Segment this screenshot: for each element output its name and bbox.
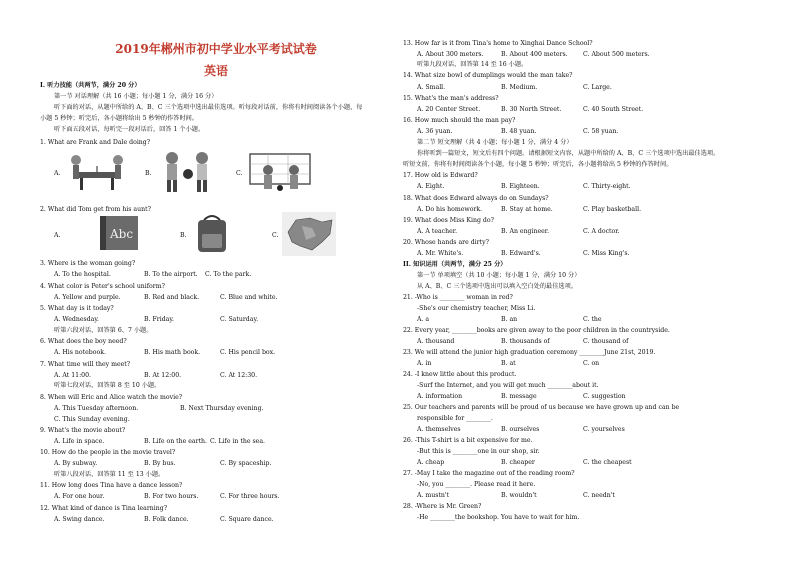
instruction: 听第八段对话，回答第 11 至 13 小题。 — [54, 471, 165, 478]
instruction: 听第七段对话，回答第 8 至 10 小题。 — [54, 382, 161, 389]
question: 22. Every year, ________books are given away to the poor children in the countryside. — [403, 327, 670, 334]
answer-option: A. A teacher. — [417, 228, 458, 235]
answer-option: C. suggestion — [583, 393, 626, 400]
question: 16. How much should the man pay? — [403, 117, 516, 124]
answer-option: B. Stay at home. — [501, 206, 553, 213]
answer-option: A. Small. — [417, 84, 446, 91]
question: 18. What does Edward always do on Sundays? — [403, 195, 549, 202]
question: 14. What size bowl of dumplings would the man take? — [403, 72, 573, 79]
instruction: 你将听到一篇短文，短文后有四个问题。请根据短文内容，从题中所给的 A、B、C 三个选项中选出最佳选项。 — [417, 150, 720, 157]
question-line: responsible for ________. — [417, 415, 493, 422]
answer-option: B. Next Thursday evening. — [180, 405, 264, 412]
answer-option: C. Life in the sea. — [210, 438, 265, 445]
answer-option: A. Life in space. — [54, 438, 105, 445]
answer-option: A. information — [417, 393, 463, 400]
schoolbag-picture — [192, 212, 232, 256]
question: 25. Our teachers and parents will be proud of us because we have grown up and can be — [403, 404, 680, 411]
answer-option: C. Blue and white. — [220, 294, 278, 301]
part-heading: 第二节 短文理解（共 4 小题；每小题 1 分，满分 4 分） — [417, 139, 573, 146]
question: 27. -May I take the magazine out of the reading room? — [403, 470, 575, 477]
answer-option: C. This Sunday evening. — [54, 416, 130, 423]
question: 11. How long does Tina have a dance lesson? — [40, 482, 183, 489]
answer-option: A. Swing dance. — [54, 516, 105, 523]
question: 15. What's the man's address? — [403, 95, 499, 102]
answer-option: B. Friday. — [144, 316, 174, 323]
question: 9. What's the movie about? — [40, 427, 126, 434]
answer-option: B. message — [501, 393, 537, 400]
answer-option: C. needn't — [583, 492, 615, 499]
question: 1. What are Frank and Dale doing? — [40, 139, 151, 146]
answer-option: C. A doctor. — [583, 228, 620, 235]
answer-option: B. For two hours. — [144, 493, 199, 500]
basketball-picture — [158, 150, 218, 194]
soccer-picture — [248, 150, 312, 194]
book-picture — [96, 214, 144, 254]
exam-subject: 英语 — [203, 64, 228, 78]
question: 21. -Who is ________ woman in red? — [403, 294, 513, 301]
option-label: B. — [180, 232, 187, 239]
answer-option: A. in — [417, 360, 432, 367]
answer-option: C. Thirty-eight. — [583, 183, 631, 190]
answer-option: A. 20 Center Street. — [417, 106, 481, 113]
answer-option: C. Large. — [583, 84, 612, 91]
answer-option: A. By subway. — [54, 460, 98, 467]
answer-option: A. To the hospital. — [54, 271, 111, 278]
option-label: A. — [54, 232, 61, 239]
answer-option: B. At 12:00. — [144, 372, 182, 379]
answer-option: A. Wednesday. — [54, 316, 99, 323]
instruction: 听第九段对话，回答第 14 至 16 小题。 — [417, 61, 528, 68]
answer-option: C. on — [583, 360, 600, 367]
answer-option: C. Play basketball. — [583, 206, 642, 213]
answer-option: C. To the park. — [205, 271, 252, 278]
instruction: 小题 5 秒钟；听完后，各小题将给出 5 秒钟的作答时间。 — [40, 115, 199, 122]
instruction: 从 A、B、C 三个选项中选出可以填入空白处的最佳选项。 — [417, 283, 577, 290]
answer-option: C. thousand of — [583, 338, 629, 345]
option-label: A. — [54, 170, 61, 177]
instruction: 听短文前，你将有时间阅读各个小题，每小题 5 秒钟；听完后，各小题将给出 5 秒钟的作答时间。 — [403, 161, 673, 168]
section-heading: I. 听力技能（共两节，满分 20 分） — [40, 82, 141, 89]
answer-option: A. Mr. White's. — [417, 250, 464, 257]
answer-option: C. Square dance. — [220, 516, 274, 523]
part-heading: 第一节 单项填空（共 10 小题；每小题 1 分，满分 10 分） — [417, 272, 581, 279]
question-line: -Surf the Internet, and you will get much ________about it. — [417, 382, 599, 389]
book-cover-text: Abc — [110, 227, 134, 241]
answer-option: B. Eighteen. — [501, 183, 540, 190]
answer-option: A. Do his homework. — [417, 206, 483, 213]
answer-option: A. His notebook. — [54, 349, 106, 356]
answer-option: B. at — [501, 360, 516, 367]
answer-option: B. About 400 meters. — [501, 51, 568, 58]
instruction: 听下面五段对话，每听完一段对话后，回答 1 个小题。 — [54, 126, 205, 133]
question-line: -No, you ________. Please read it here. — [417, 481, 536, 488]
answer-option: C. the — [583, 316, 602, 323]
answer-option: A. About 300 meters. — [417, 51, 484, 58]
instruction: 听第六段对话，回答第 6、7 小题。 — [54, 327, 153, 334]
part-heading: 第一节 对话理解（共 16 小题；每小题 1 分，满分 16 分） — [54, 93, 218, 100]
answer-option: B. wouldn't — [501, 492, 537, 499]
answer-option: A. Yellow and purple. — [54, 294, 121, 301]
question: 20. Whose hands are dirty? — [403, 239, 489, 246]
question: 8. When will Eric and Alice watch the movie? — [40, 394, 183, 401]
answer-option: A. a — [417, 316, 430, 323]
answer-option: B. Life on the earth. — [144, 438, 208, 445]
answer-option: C. His pencil box. — [220, 349, 276, 356]
question: 5. What day is it today? — [40, 305, 114, 312]
answer-option: C. At 12:30. — [220, 372, 258, 379]
answer-option: C. By spaceship. — [220, 460, 272, 467]
question: 2. What did Tom get from his aunt? — [40, 206, 151, 213]
answer-option: B. To the airport. — [144, 271, 198, 278]
ping-pong-picture — [68, 152, 126, 192]
question: 17. How old is Edward? — [403, 172, 478, 179]
answer-option: A. This Tuesday afternoon. — [54, 405, 139, 412]
answer-option: B. cheaper — [501, 459, 535, 466]
question: 6. What does the boy need? — [40, 338, 127, 345]
answer-option: B. ourselves — [501, 426, 540, 433]
answer-option: B. an — [501, 316, 518, 323]
answer-option: B. Edward's. — [501, 250, 541, 257]
instruction: 听下面的对话，从题中所给的 A、B、C 三个选项中选出最佳选项。听每段对话前，你将有时间阅读各个小题，每 — [54, 104, 363, 111]
answer-option: A. At 11:00. — [54, 372, 92, 379]
question: 23. We will attend the junior high graduation ceremony ________June 21st, 2019. — [403, 349, 656, 356]
answer-option: C. About 500 meters. — [583, 51, 650, 58]
answer-option: C. yourselves — [583, 426, 625, 433]
answer-option: A. mustn't — [417, 492, 450, 499]
question: 10. How do the people in the movie travel? — [40, 449, 176, 456]
answer-option: B. Folk dance. — [144, 516, 189, 523]
answer-option: B. By bus. — [144, 460, 176, 467]
question: 7. What time will they meet? — [40, 361, 131, 368]
answer-option: B. An engineer. — [501, 228, 550, 235]
question: 19. What does Miss King do? — [403, 217, 494, 224]
question: 3. Where is the woman going? — [40, 260, 136, 267]
answer-option: A. For one hour. — [54, 493, 105, 500]
answer-option: B. Medium. — [501, 84, 538, 91]
option-label: C. — [272, 232, 279, 239]
answer-option: A. cheap — [417, 459, 445, 466]
answer-option: C. the cheapest — [583, 459, 632, 466]
question: 13. How far is it from Tina's home to Xinghai Dance School? — [403, 40, 593, 47]
section-heading: II. 知识运用（共两节，满分 25 分） — [403, 261, 507, 268]
answer-option: A. themselves — [417, 426, 461, 433]
question-line: -She's our chemistry teacher, Miss Li. — [417, 305, 536, 312]
answer-option: C. 58 yuan. — [583, 128, 619, 135]
question-line: -He ________the bookshop. You have to wait for him. — [417, 514, 580, 521]
question-line: -But this is ________one in our shop, sir. — [417, 448, 540, 455]
question: 24. -I knew little about this product. — [403, 371, 517, 378]
answer-option: C. 40 South Street. — [583, 106, 644, 113]
answer-option: C. Saturday. — [220, 316, 259, 323]
answer-option: A. Eight. — [417, 183, 445, 190]
answer-option: A. 36 yuan. — [417, 128, 453, 135]
answer-option: A. thousand — [417, 338, 455, 345]
map-picture — [282, 212, 336, 256]
answer-option: B. Red and black. — [144, 294, 200, 301]
answer-option: B. 30 North Street. — [501, 106, 562, 113]
question: 4. What color is Peter's school uniform? — [40, 283, 165, 290]
answer-option: B. 48 yuan. — [501, 128, 537, 135]
answer-option: C. Miss King's. — [583, 250, 630, 257]
exam-title: 2019年郴州市初中学业水平考试试卷 — [115, 42, 317, 56]
answer-option: B. thousands of — [501, 338, 550, 345]
question: 28. -Where is Mr. Green? — [403, 503, 482, 510]
question: 26. -This T-shirt is a bit expensive for me. — [403, 437, 533, 444]
answer-option: B. His math book. — [144, 349, 201, 356]
question: 12. What kind of dance is Tina learning? — [40, 505, 168, 512]
option-label: C. — [236, 170, 243, 177]
option-label: B. — [145, 170, 152, 177]
answer-option: C. For three hours. — [220, 493, 280, 500]
